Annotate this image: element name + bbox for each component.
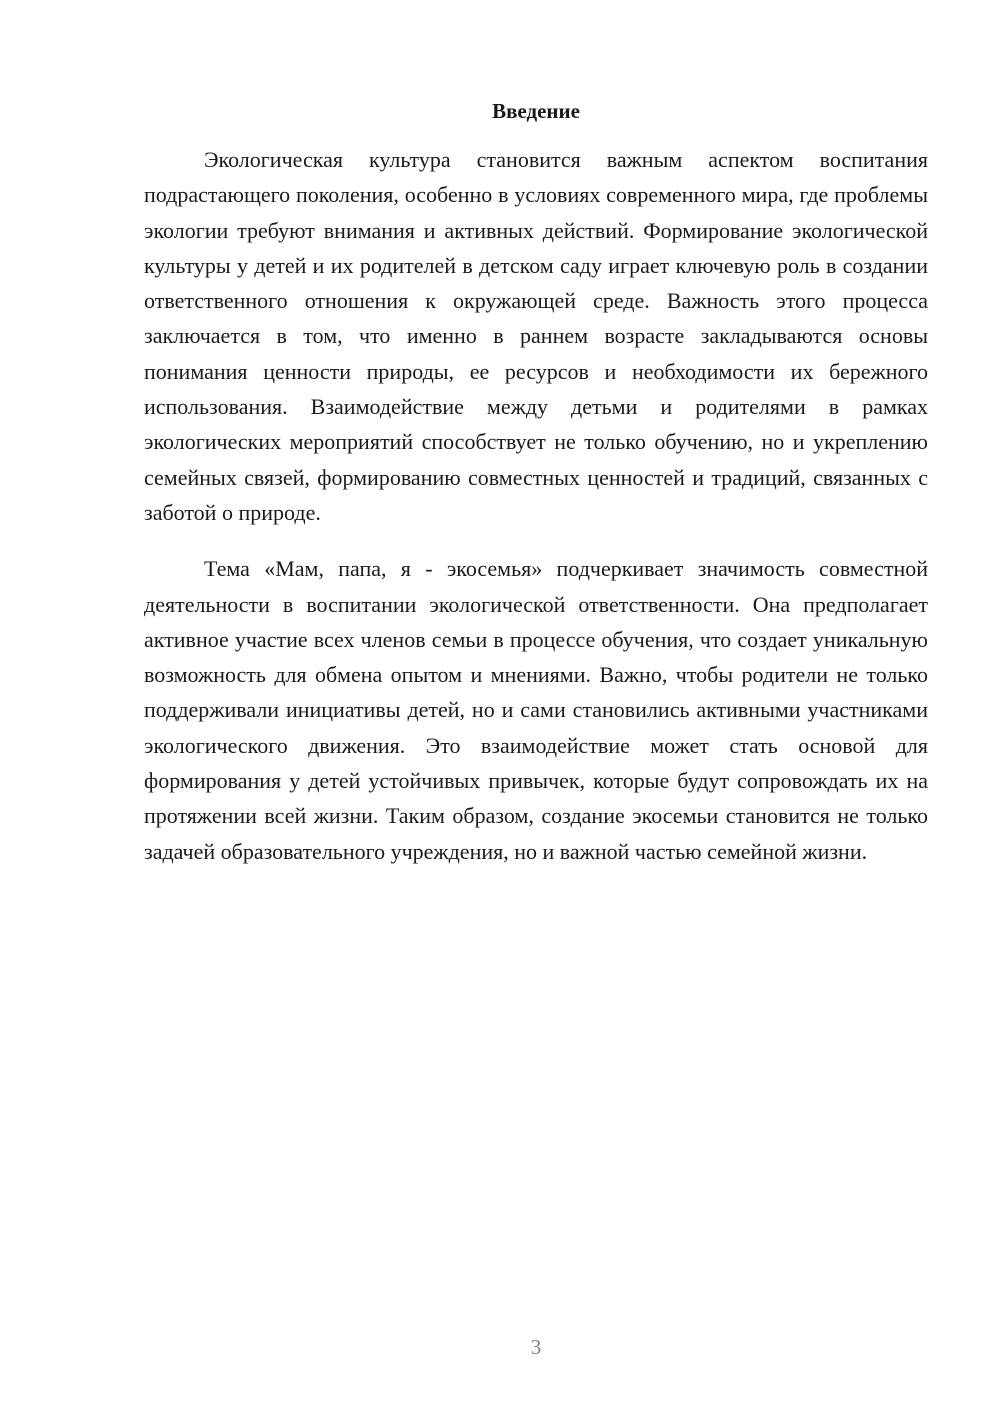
section-heading: Введение: [492, 99, 580, 123]
heading-container: [144, 96, 928, 126]
body-text: [144, 142, 928, 869]
paragraph-2: Тема «Мам, папа, я - экосемья» подчеркивает значимость совместной деятельности в воспитании экологической ответственности. Она предполагает активное участие всех членов семьи в процессе обучения, что создает уникальную возможность для обмена опытом и мнениями. Важно, чтобы родители не только поддерживали инициативы детей, но и сами становились активными участниками экологического движения. Это взаимодействие может стать основой для формирования у детей устойчивых привычек, которые будут сопровождать их на протяжении всей жизни. Таким образом, создание экосемьи становится не только задачей образовательного учреждения, но и важной частью семейной жизни.: [144, 556, 928, 864]
page-number: 3: [530, 1335, 542, 1359]
paragraph-1: Экологическая культура становится важным аспектом воспитания подрастающего поколения, особенно в условиях современного мира, где проблемы экологии требуют внимания и активных действий. Формирование экологической культуры у детей и их родителей в детском саду играет ключевую роль в создании ответственного отношения к окружающей среде. Важность этого процесса заключается в том, что именно в раннем возрасте закладываются основы понимания ценности природы, ее ресурсов и необходимости их бережного использования. Взаимодействие между детьми и родителями в рамках экологических мероприятий способствует не только обучению, но и укреплению семейных связей, формированию совместных ценностей и традиций, связанных с заботой о природе.: [144, 147, 928, 525]
